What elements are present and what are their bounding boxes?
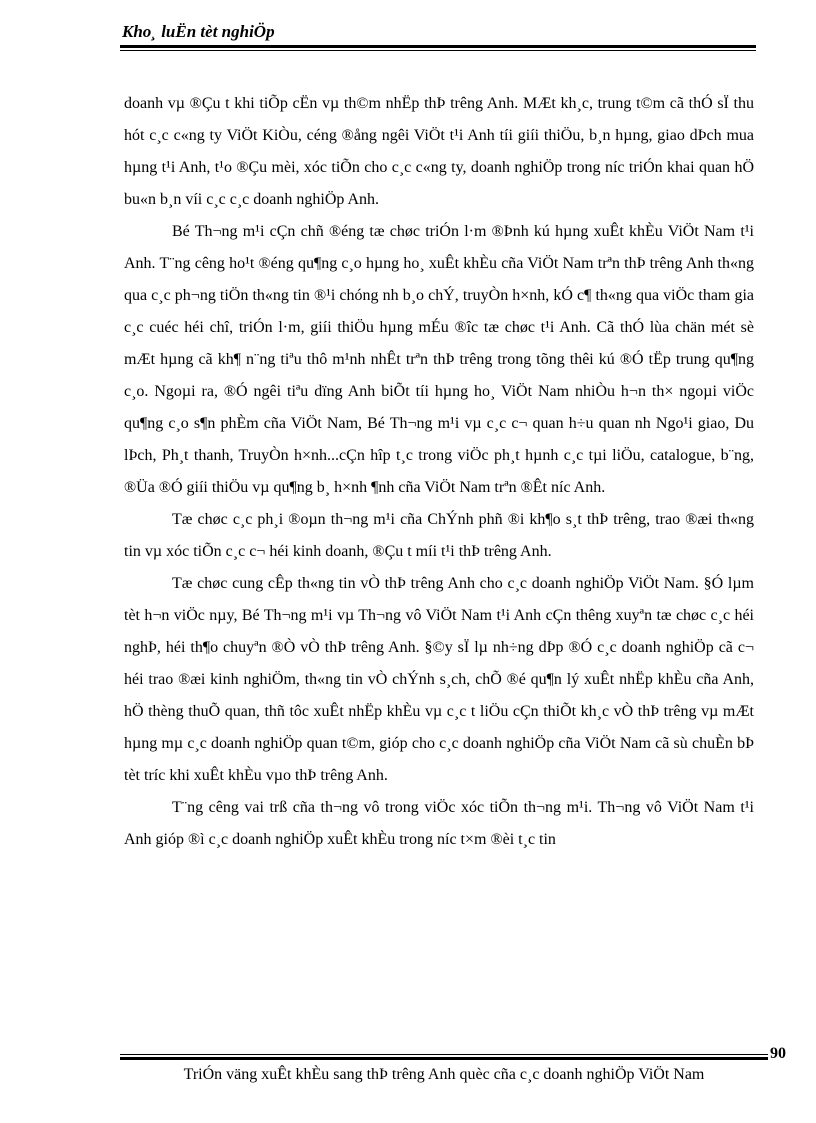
body-text xyxy=(124,88,754,856)
paragraph: T¨ng cêng vai trß cña th¬ng vô trong viÖc xóc tiÕn th¬ng m¹i. Th¬ng vô ViÖt Nam t¹i Anh gióp ®ì c¸c doanh nghiÖp xuÊt khÈu trong níc t×m ®èi t¸c tin xyxy=(124,799,754,848)
header-rule-thin xyxy=(120,50,756,51)
footer-rule-thick xyxy=(120,1057,768,1060)
paragraph: Tæ chøc c¸c ph¸i ®oµn th¬ng m¹i cña ChÝnh phñ ®i kh¶o s¸t thÞ trêng, trao ®æi th«ng tin vµ xóc tiÕn c¸c c¬ héi kinh doanh, ®Çu t míi t¹i thÞ trêng Anh. xyxy=(124,511,754,560)
paragraph: Tæ chøc cung cÊp th«ng tin vÒ thÞ trêng Anh cho c¸c doanh nghiÖp ViÖt Nam. §Ó lµm tèt h¬n viÖc nµy, Bé Th¬ng m¹i vµ Th¬ng vô ViÖt Nam t¹i Anh cÇn thêng xuyªn tæ chøc c¸c héi nghÞ, héi th¶o chuyªn ®Ò vÒ thÞ trêng Anh. §©y sÏ lµ nh÷ng dÞp ®Ó c¸c doanh nghiÖp cã c¬ héi trao ®æi kinh nghiÖm, th«ng tin vÒ chÝnh s¸ch, chÕ ®é qu¶n lý xuÊt nhËp khÈu cña Anh, hÖ thèng thuÕ quan, thñ tôc xuÊt nhËp khÈu vµ c¸c t liÖu cÇn thiÕt kh¸c vÒ thÞ trêng vµ mÆt hµng mµ c¸c doanh nghiÖp quan t©m, gióp cho c¸c doanh nghiÖp cña ViÖt Nam cã sù chuÈn bÞ tèt tríc khi xuÊt khÈu vµo thÞ trêng Anh. xyxy=(124,575,754,784)
header-title: Kho¸ luËn tèt nghiÖp xyxy=(122,22,275,41)
page-number: 90 xyxy=(770,1045,786,1062)
footer-text: TriÓn väng xuÊt khÈu sang thÞ trêng Anh quèc cña c¸c doanh nghiÖp ViÖt Nam xyxy=(183,1066,705,1083)
header-rule-thick xyxy=(120,45,756,48)
paragraph: Bé Th¬ng m¹i cÇn chñ ®éng tæ chøc triÓn l·m ®Þnh kú hµng xuÊt khÈu ViÖt Nam t¹i Anh. T¨ng cêng ho¹t ®éng qu¶ng c¸o hµng ho¸ xuÊt khÈu cña ViÖt Nam trªn thÞ trêng Anh th«ng qua c¸c ph¬ng tiÖn th«ng tin ®¹i chóng nh b¸o chÝ, truyÒn h×nh, kÓ c¶ th«ng qua viÖc tham gia c¸c cuéc héi chî, triÓn l·m, giíi thiÖu hµng mÉu ®îc tæ chøc t¹i Anh. Cã thÓ lùa chän mét sè mÆt hµng cã kh¶ n¨ng tiªu thô m¹nh nhÊt trªn thÞ trêng trong tõng thêi kú ®Ó tËp trung qu¶ng c¸o. Ngoµi ra, ®Ó ngêi tiªu dïng Anh biÕt tíi hµng ho¸ ViÖt Nam nhiÒu h¬n th× ngoµi viÖc qu¶ng c¸o s¶n phÈm cña ViÖt Nam, Bé Th¬ng m¹i vµ c¸c c¬ quan h÷u quan nh Ngo¹i giao, Du lÞch, Ph¸t thanh, TruyÒn h×nh...cÇn hîp t¸c trong viÖc ph¸t hµnh c¸c tµi liÖu, catalogue, b¨ng, ®Üa ®Ó giíi thiÖu vµ qu¶ng b¸ h×nh ¶nh cña ViÖt Nam trªn ®Êt níc Anh. xyxy=(124,223,754,496)
footer-rule-thin xyxy=(120,1054,768,1055)
paragraph: doanh vµ ®Çu t khi tiÕp cËn vµ th©m nhËp thÞ trêng Anh. MÆt kh¸c, trung t©m cã thÓ sÏ thu hót c¸c c«ng ty ViÖt KiÒu, céng ®ång ngêi ViÖt t¹i Anh tíi giíi thiÖu, b¸n hµng, giao dÞch mua hµng t¹i Anh, t¹o ®Çu mèi, xóc tiÕn cho c¸c c«ng ty, doanh nghiÖp trong níc triÓn khai quan hÖ bu«n b¸n víi c¸c c¸c doanh nghiÖp Anh. xyxy=(124,95,754,208)
